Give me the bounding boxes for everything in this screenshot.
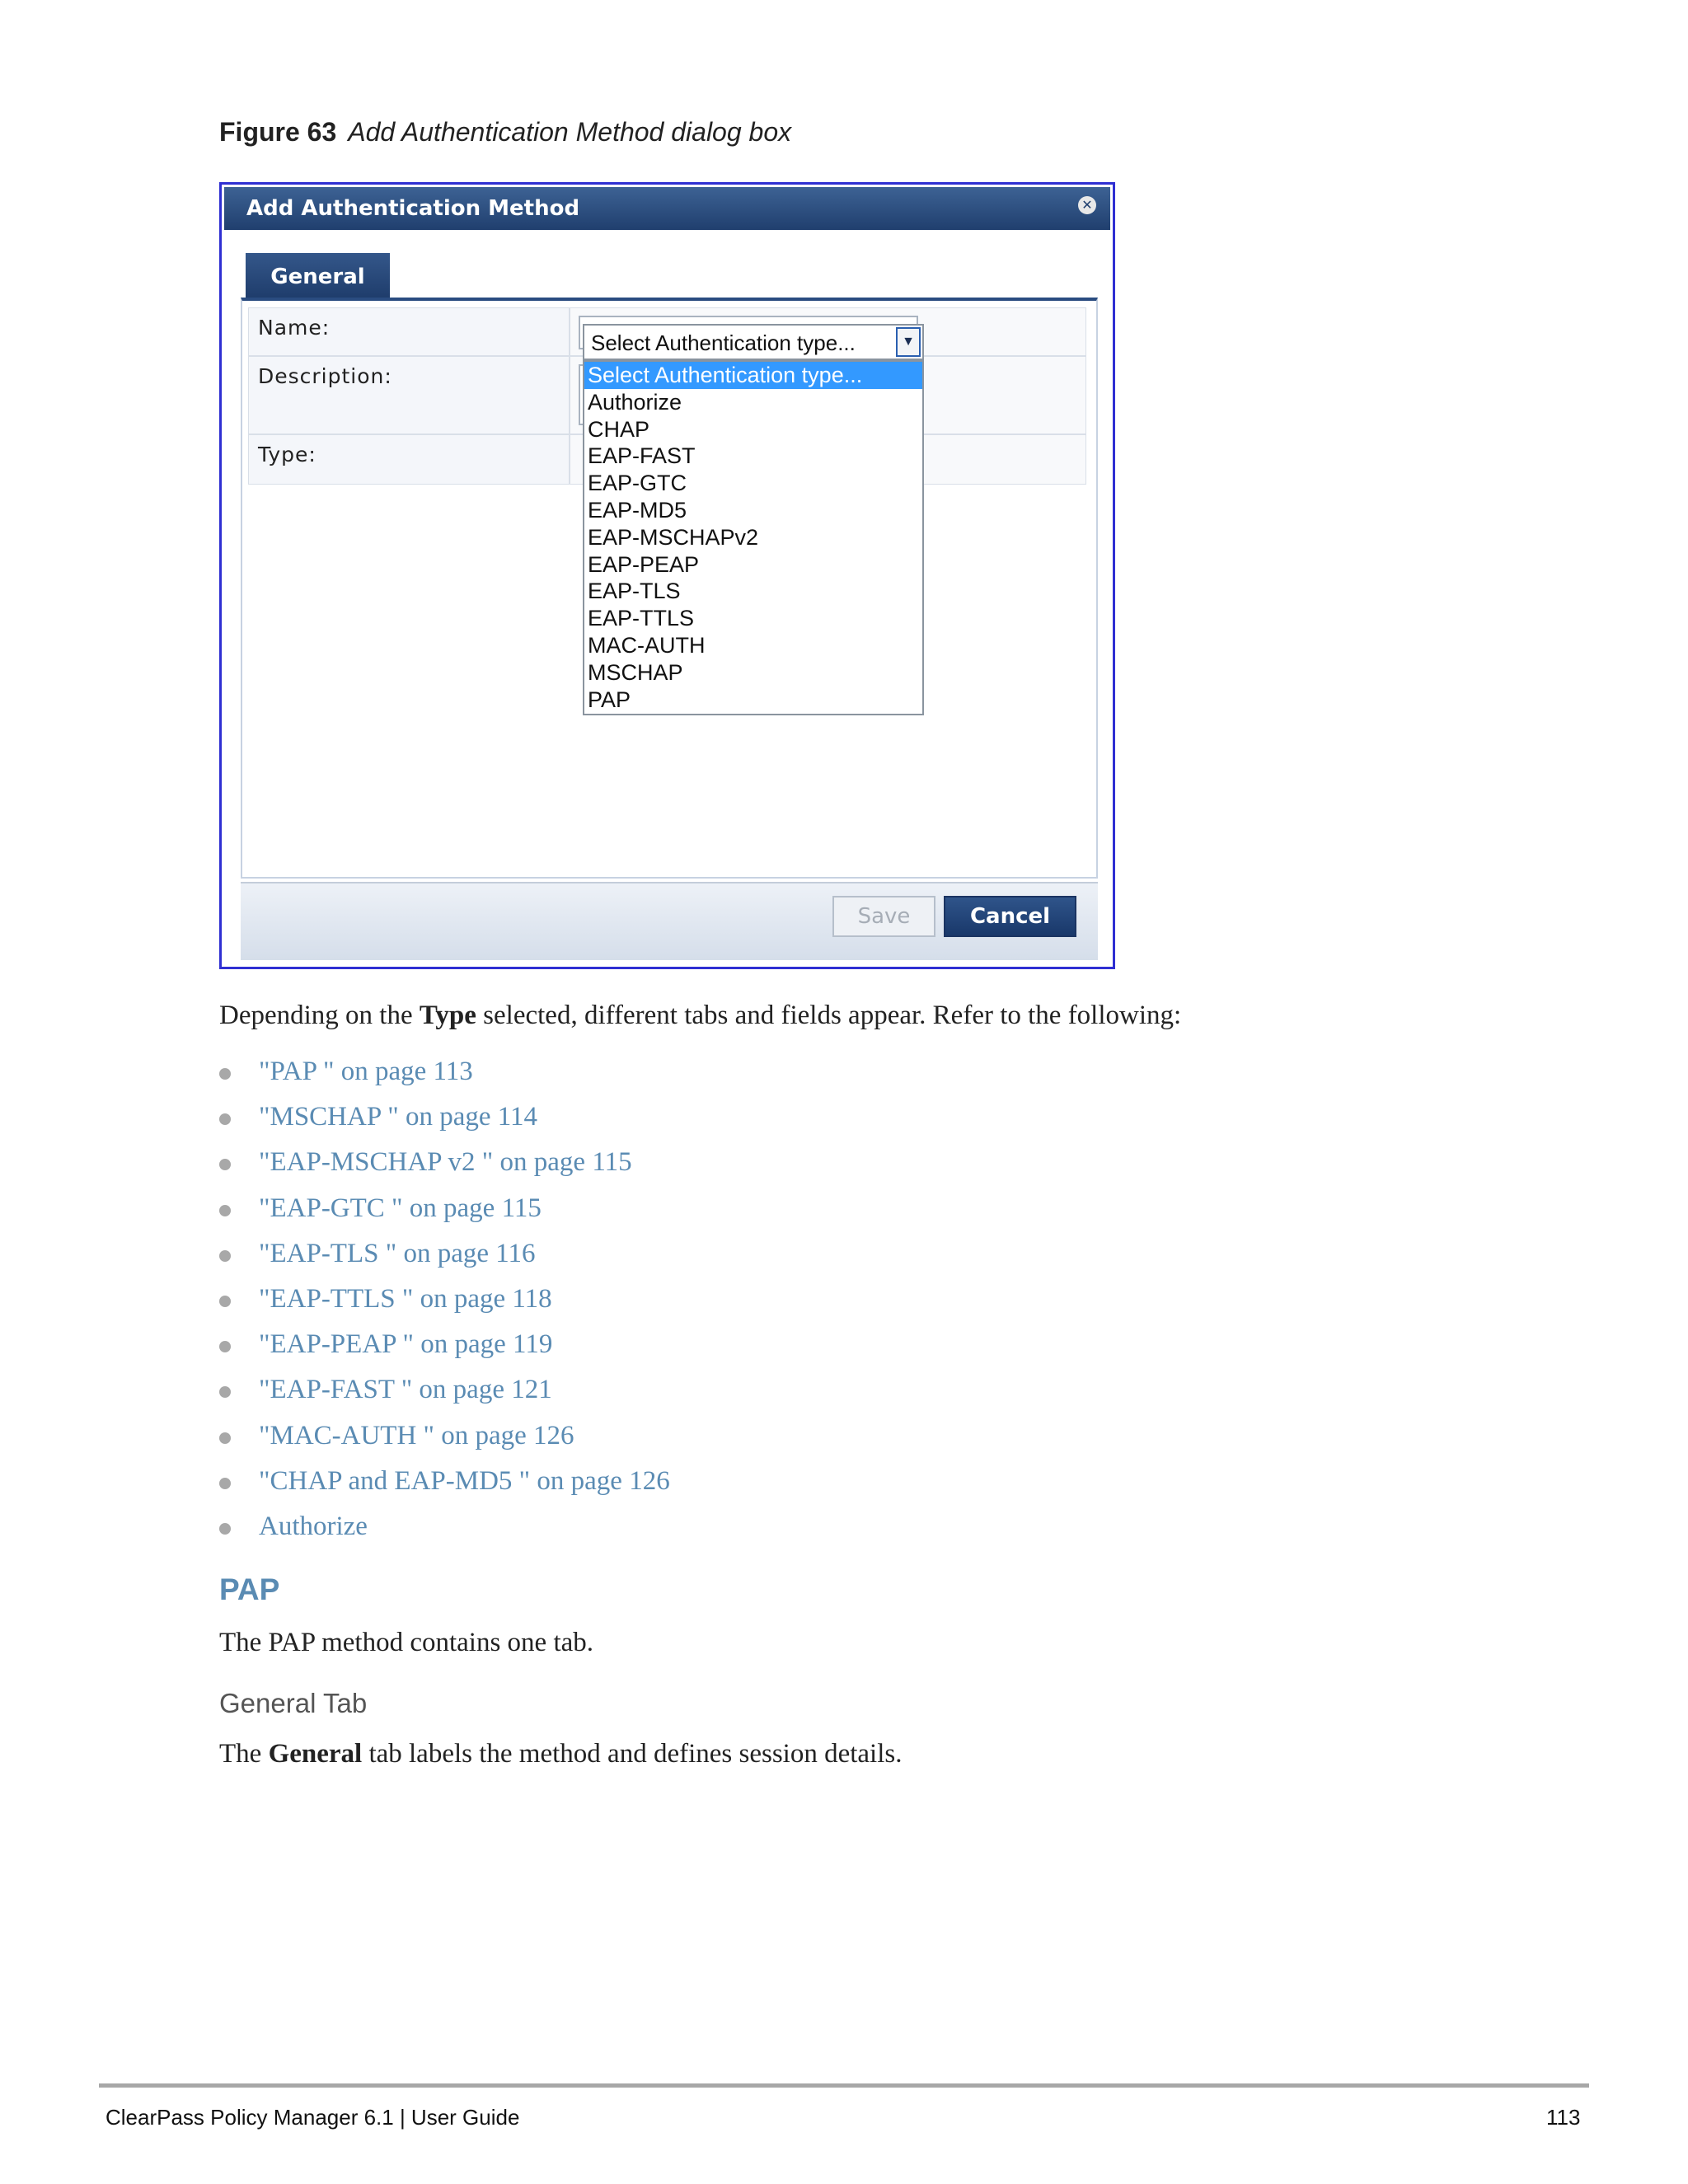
figure-title: Add Authentication Method dialog box <box>348 117 792 147</box>
general-tab-heading: General Tab <box>219 1688 368 1718</box>
mschap-link[interactable]: "MSCHAP " on page 114 <box>259 1102 538 1132</box>
dialog-button-bar <box>241 882 1098 960</box>
dropdown-option[interactable]: EAP-FAST <box>588 443 696 469</box>
general-text-start: The <box>219 1739 269 1769</box>
general-bold: General <box>268 1739 363 1769</box>
bullet-icon <box>219 1113 231 1125</box>
eap-gtc-link[interactable]: "EAP-GTC " on page 115 <box>259 1193 542 1223</box>
add-authentication-method-dialog <box>219 182 1115 969</box>
save-button[interactable]: Save <box>832 896 935 937</box>
pap-link[interactable]: "PAP " on page 113 <box>259 1057 473 1086</box>
bullet-icon <box>219 1341 231 1352</box>
intro-bold-type: Type <box>419 1001 476 1030</box>
dropdown-option[interactable]: CHAP <box>588 416 650 442</box>
dropdown-option[interactable]: EAP-PEAP <box>588 551 700 577</box>
dropdown-option[interactable]: EAP-GTC <box>588 471 687 496</box>
bullet-icon <box>219 1296 231 1307</box>
mac-auth-link[interactable]: "MAC-AUTH " on page 126 <box>259 1420 574 1451</box>
bullet-icon <box>219 1205 231 1216</box>
pap-paragraph: The PAP method contains one tab. <box>219 1628 594 1657</box>
page-number: 113 <box>1546 2105 1581 2130</box>
tab-general[interactable]: General <box>246 253 390 298</box>
intro-text-end: selected, different tabs and fields appear. Refer to the following: <box>476 1001 1182 1030</box>
authorize-link[interactable]: Authorize <box>259 1511 368 1541</box>
bullet-icon <box>219 1432 231 1444</box>
bullet-icon <box>219 1250 231 1262</box>
eap-mschapv2-link[interactable]: "EAP-MSCHAP v2 " on page 115 <box>259 1147 632 1178</box>
dropdown-option[interactable]: EAP-TLS <box>588 579 681 604</box>
dropdown-option[interactable]: PAP <box>588 687 631 712</box>
footer-rule <box>99 2083 1589 2088</box>
eap-fast-link[interactable]: "EAP-FAST " on page 121 <box>259 1375 552 1405</box>
cancel-button[interactable]: Cancel <box>944 896 1076 937</box>
description-label-cell <box>248 356 570 434</box>
bullet-icon <box>219 1159 231 1170</box>
dropdown-option[interactable]: Authorize <box>588 389 682 415</box>
figure-caption <box>219 117 791 148</box>
dialog-titlebar <box>224 187 1110 230</box>
dropdown-option[interactable]: EAP-MSCHAPv2 <box>588 524 759 550</box>
eap-tls-link[interactable]: "EAP-TLS " on page 116 <box>259 1238 536 1268</box>
dropdown-option[interactable]: EAP-MD5 <box>588 497 687 523</box>
description-label: Description: <box>258 364 392 388</box>
type-label: Type: <box>258 443 316 466</box>
intro-paragraph <box>219 1001 1181 1031</box>
general-tab-paragraph <box>219 1739 902 1769</box>
dropdown-option[interactable]: Select Authentication type... <box>584 362 922 389</box>
name-label-cell <box>248 307 570 356</box>
bullet-icon <box>219 1478 231 1489</box>
chevron-down-icon[interactable]: ▼ <box>896 327 921 357</box>
type-label-cell <box>248 434 570 485</box>
type-select[interactable] <box>583 324 924 360</box>
footer-guide-title: ClearPass Policy Manager 6.1 | User Guide <box>106 2105 520 2130</box>
dropdown-option[interactable]: MAC-AUTH <box>588 632 706 658</box>
dialog-title: Add Authentication Method <box>246 196 580 221</box>
close-icon[interactable]: ✕ <box>1078 196 1096 214</box>
dropdown-option[interactable]: EAP-TTLS <box>588 606 695 631</box>
eap-peap-link[interactable]: "EAP-PEAP " on page 119 <box>259 1329 553 1360</box>
general-text-end: tab labels the method and defines session details. <box>362 1739 903 1769</box>
eap-ttls-link[interactable]: "EAP-TTLS " on page 118 <box>259 1283 552 1314</box>
dropdown-option[interactable]: MSCHAP <box>588 659 683 685</box>
type-select-value: Select Authentication type... <box>591 330 856 355</box>
bullet-icon <box>219 1523 231 1535</box>
figure-number: Figure 63 <box>219 117 337 147</box>
pap-heading: PAP <box>219 1572 280 1606</box>
name-label: Name: <box>258 316 331 340</box>
chap-eap-md5-link[interactable]: "CHAP and EAP-MD5 " on page 126 <box>259 1465 670 1496</box>
intro-text-start: Depending on the <box>219 1001 420 1030</box>
type-dropdown-list <box>583 360 924 715</box>
bullet-icon <box>219 1386 231 1398</box>
bullet-icon <box>219 1068 231 1080</box>
